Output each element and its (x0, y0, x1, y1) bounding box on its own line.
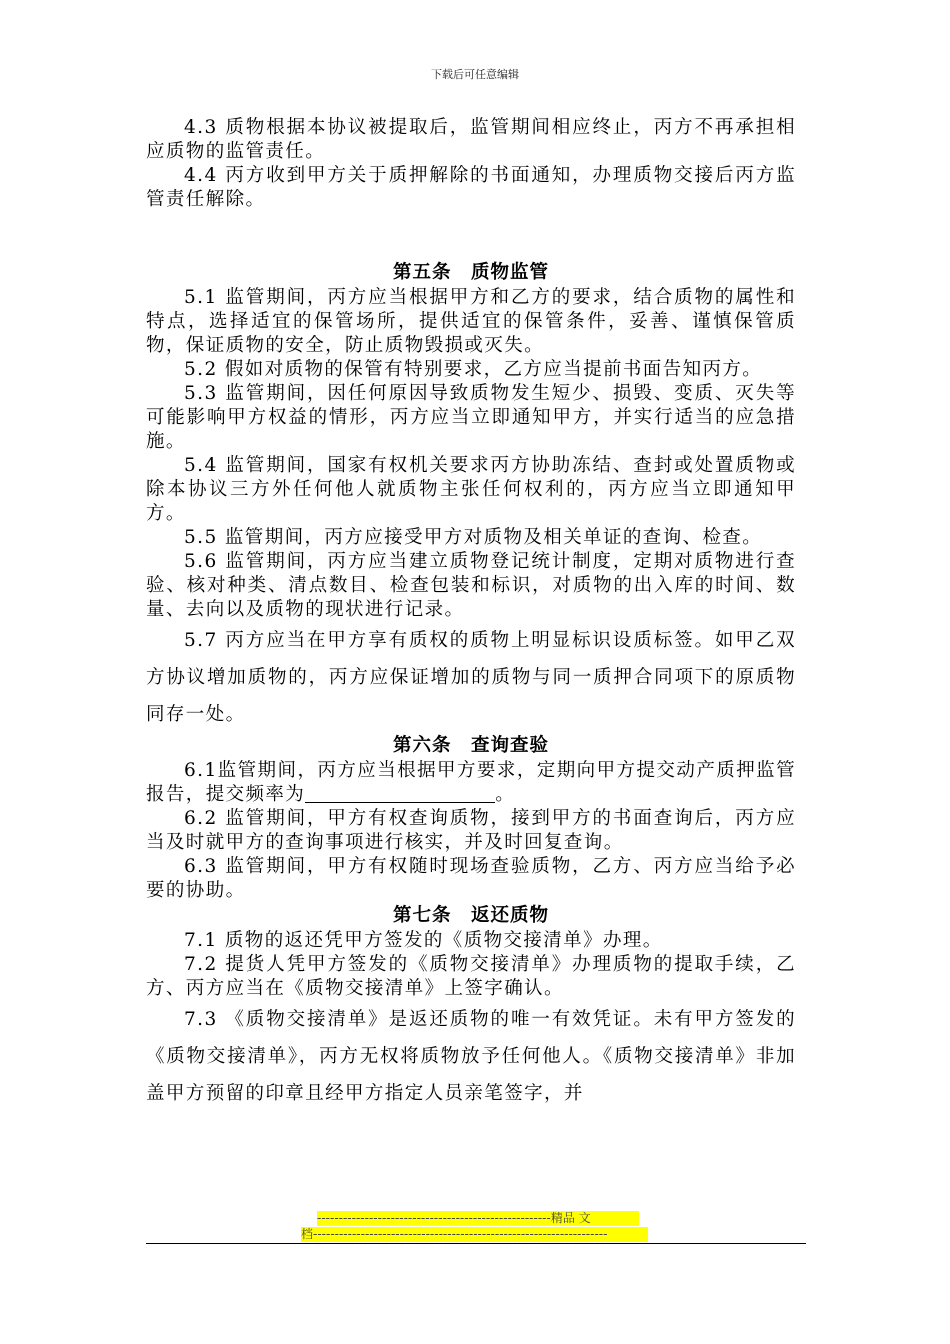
section-heading: 第七条 返还质物 (392, 905, 549, 926)
section-heading: 第五条 质物监管 (392, 262, 549, 283)
fill-in-blank[interactable] (305, 784, 495, 803)
clause-paragraph: 5.3 监管期间，因任何原因导致质物发生短少、损毁、变质、灭失等可能影响甲方权益的情形，丙方应当立即通知甲方，并实行适当的应急措施。 (146, 383, 796, 452)
document-body (146, 116, 796, 1112)
clause-text-end: 。 (495, 784, 516, 805)
clause-text: 6.1监管期间，丙方应当根据甲方要求，定期向甲方提交动产质押监管报告，提交频率为 (146, 760, 796, 805)
footer-watermark-line-2: 档-------------------------------------------------------------------- (301, 1227, 648, 1242)
clause-paragraph: 7.1 质物的返还凭甲方签发的《质物交接清单》办理。 (184, 930, 663, 951)
clause-paragraph: 4.4 丙方收到甲方关于质押解除的书面通知，办理质物交接后丙方监管责任解除。 (146, 165, 796, 210)
page-header: 下载后可任意编辑 (431, 68, 519, 81)
clause-paragraph: 5.1 监管期间，丙方应当根据甲方和乙方的要求，结合质物的属性和特点，选择适宜的保管场所，提供适宜的保管条件，妥善、谨慎保管质物，保证质物的安全，防止质物毁损或灭失。 (146, 287, 796, 356)
clause-paragraph: 5.4 监管期间，国家有权机关要求丙方协助冻结、查封或处置质物或除本协议三方外任何他人就质物主张任何权利的，丙方应当立即通知甲方。 (146, 455, 796, 524)
footer-rule (146, 1243, 806, 1244)
clause-paragraph (146, 759, 796, 807)
clause-paragraph: 7.3 《质物交接清单》是返还质物的唯一有效凭证。未有甲方签发的《质物交接清单》，丙方无权将质物放予任何他人。《质物交接清单》非加盖甲方预留的印章且经甲方指定人员亲笔签字，并 (146, 1009, 796, 1104)
section-gap (146, 212, 796, 260)
clause-paragraph: 6.2 监管期间，甲方有权查询质物，接到甲方的书面查询后，丙方应当及时就甲方的查询事项进行核实，并及时回复查询。 (146, 808, 796, 853)
clause-paragraph: 5.5 监管期间，丙方应接受甲方对质物及相关单证的查询、检查。 (184, 527, 763, 548)
clause-paragraph: 4.3 质物根据本协议被提取后，监管期间相应终止，丙方不再承担相应质物的监管责任。 (146, 117, 796, 162)
clause-paragraph: 7.2 提货人凭甲方签发的《质物交接清单》办理质物的提取手续，乙方、丙方应当在《质物交接清单》上签字确认。 (146, 954, 796, 999)
clause-paragraph: 6.3 监管期间，甲方有权随时现场查验质物，乙方、丙方应当给予必要的协助。 (146, 856, 796, 901)
clause-paragraph: 5.7 丙方应当在甲方享有质权的质物上明显标识设质标签。如甲乙双方协议增加质物的，丙方应保证增加的质物与同一质押合同项下的原质物同存一处。 (146, 630, 796, 725)
footer-watermark-line-1: ------------------------------------------------------精品 文 (317, 1211, 639, 1226)
clause-paragraph: 5.2 假如对质物的保管有特别要求，乙方应当提前书面告知丙方。 (184, 359, 763, 380)
section-heading: 第六条 查询查验 (392, 735, 549, 756)
clause-paragraph: 5.6 监管期间，丙方应当建立质物登记统计制度，定期对质物进行查验、核对种类、清点数目、检查包装和标识，对质物的出入库的时间、数量、去向以及质物的现状进行记录。 (146, 551, 796, 620)
